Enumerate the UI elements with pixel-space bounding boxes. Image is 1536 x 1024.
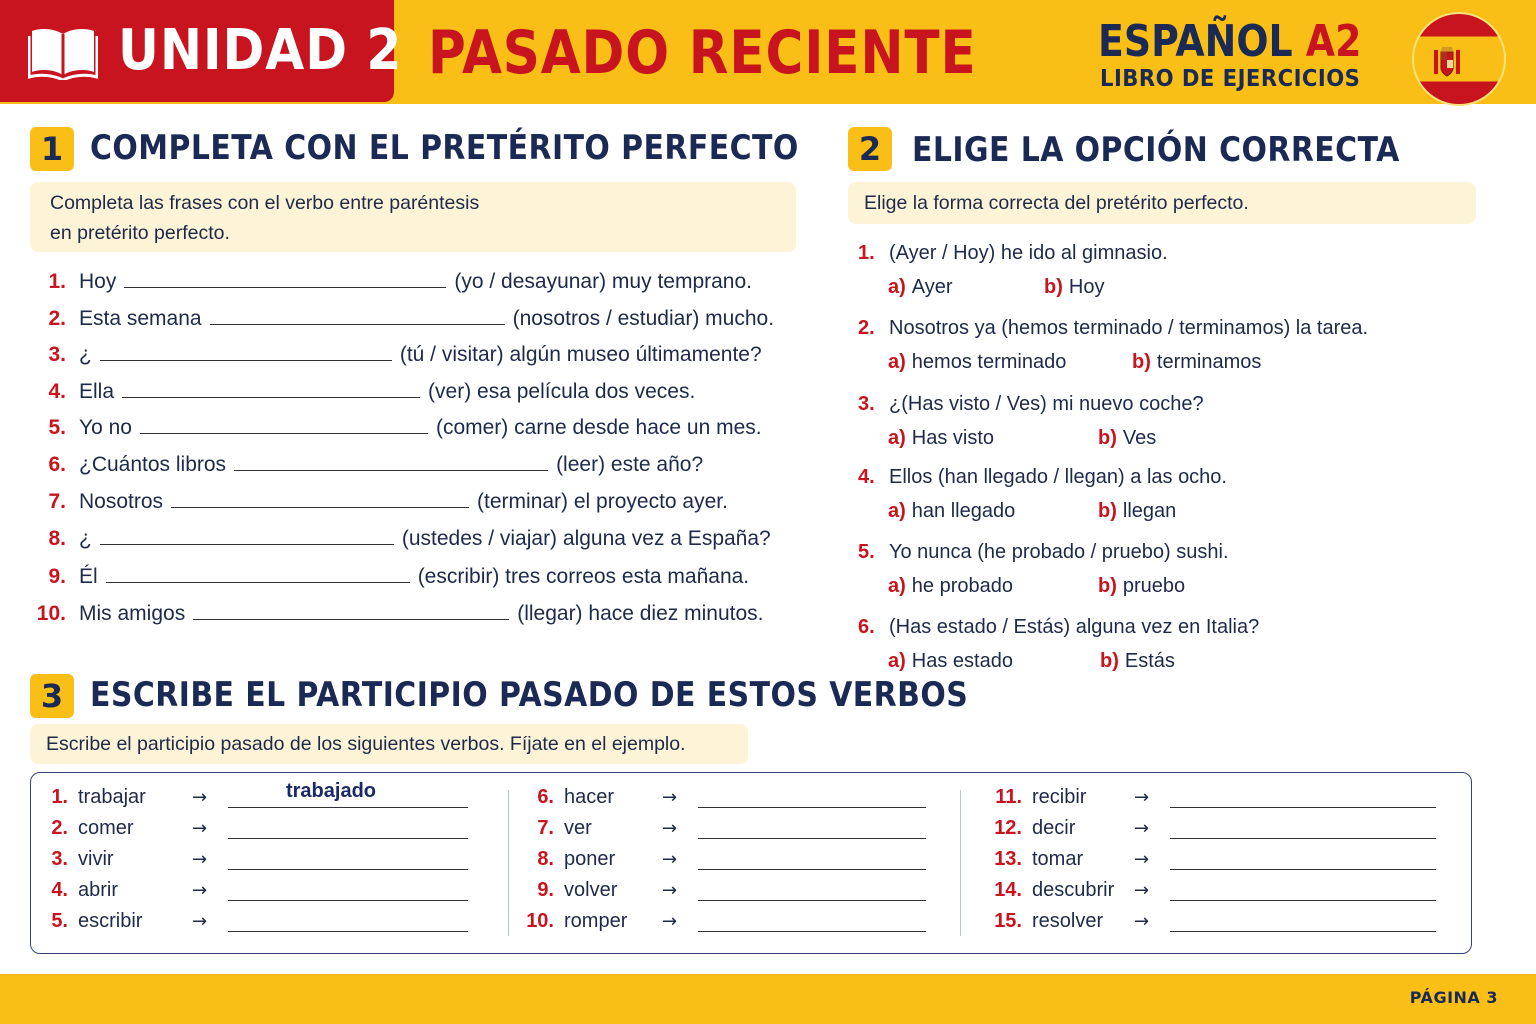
option-letter: b) xyxy=(1100,650,1119,672)
item-number: 1. xyxy=(48,270,66,293)
section-2-instruction xyxy=(848,182,1476,224)
participle-item xyxy=(526,786,614,812)
item-number: 3. xyxy=(858,393,875,415)
answer-blank[interactable] xyxy=(140,414,428,434)
answer-blank[interactable] xyxy=(228,807,468,808)
option-letter: a) xyxy=(888,500,906,522)
verb-infinitive: hacer xyxy=(564,786,615,808)
page-footer xyxy=(0,974,1536,1024)
verb-infinitive: poner xyxy=(564,848,616,870)
participle-item xyxy=(40,848,114,874)
question-text: (Ayer / Hoy) he ido al gimnasio. xyxy=(889,242,1168,264)
sentence-end: (comer) carne desde hace un mes. xyxy=(435,416,762,439)
question-text: Nosotros ya (hemos terminado / terminamos) la tarea. xyxy=(889,317,1369,339)
item-number: 5. xyxy=(48,416,66,439)
verb-infinitive: ver xyxy=(564,817,592,839)
item-number: 7. xyxy=(48,490,66,513)
option-b[interactable] xyxy=(1098,427,1156,450)
sentence-start: Hoy xyxy=(79,270,117,293)
option-b[interactable] xyxy=(1098,575,1185,598)
option-text: Has visto xyxy=(911,427,995,449)
item-number: 10. xyxy=(526,910,554,932)
answer-blank[interactable] xyxy=(210,305,505,325)
sentence-end: (leer) este año? xyxy=(556,453,704,476)
option-letter: b) xyxy=(1132,351,1151,373)
example-answer: trabajado xyxy=(285,780,377,802)
item-number: 3. xyxy=(51,848,68,870)
answer-blank[interactable] xyxy=(171,488,469,508)
option-text: hemos terminado xyxy=(911,351,1067,373)
item-number: 2. xyxy=(858,317,875,339)
instruction-line: Escribe el participio pasado de los siguientes verbos. Fíjate en el ejemplo. xyxy=(46,733,686,755)
option-b[interactable] xyxy=(1132,351,1261,374)
verb-infinitive: decir xyxy=(1032,817,1076,839)
item-number: 14. xyxy=(994,879,1022,901)
answer-blank[interactable] xyxy=(122,378,420,398)
item-number: 7. xyxy=(537,817,554,839)
sentence-end: (yo / desayunar) muy temprano. xyxy=(454,270,752,293)
arrow-right-icon: → xyxy=(192,849,208,870)
participle-item xyxy=(526,817,592,843)
participle-item xyxy=(994,786,1086,812)
item-number: 8. xyxy=(537,848,554,870)
option-text: llegan xyxy=(1122,500,1177,522)
course-name xyxy=(1098,16,1361,67)
option-letter: a) xyxy=(888,351,906,373)
item-number: 1. xyxy=(858,242,875,264)
arrow-right-icon: → xyxy=(1134,787,1150,808)
option-letter: a) xyxy=(888,575,906,597)
answer-blank[interactable] xyxy=(228,838,468,839)
sentence-end: (terminar) el proyecto ayer. xyxy=(477,490,728,513)
sentence-start: Esta semana xyxy=(79,307,202,330)
arrow-right-icon: → xyxy=(192,787,208,808)
item-number: 4. xyxy=(48,380,66,403)
item-number: 6. xyxy=(48,453,66,476)
answer-blank[interactable] xyxy=(228,931,468,932)
verb-infinitive: tomar xyxy=(1032,848,1084,870)
arrow-right-icon: → xyxy=(192,880,208,901)
arrow-right-icon: → xyxy=(192,911,208,932)
answer-blank[interactable] xyxy=(100,525,394,545)
verb-infinitive: vivir xyxy=(78,848,114,870)
answer-blank[interactable] xyxy=(1170,838,1436,839)
sentence-start: Yo no xyxy=(79,416,132,439)
option-a[interactable] xyxy=(888,500,1015,523)
arrow-right-icon: → xyxy=(662,818,678,839)
exercise-1-item xyxy=(34,525,794,555)
item-number: 9. xyxy=(537,879,554,901)
option-letter: a) xyxy=(888,650,906,672)
item-number: 6. xyxy=(858,616,875,638)
section-1-instruction xyxy=(30,182,796,252)
question-text: ¿(Has visto / Ves) mi nuevo coche? xyxy=(889,393,1204,415)
option-a[interactable] xyxy=(888,276,953,299)
option-text: he probado xyxy=(911,575,1013,597)
item-number: 11. xyxy=(995,786,1022,808)
instruction-line: Completa las frases con el verbo entre paréntesis xyxy=(50,192,480,214)
option-a[interactable] xyxy=(888,575,1013,598)
verb-infinitive: descubrir xyxy=(1032,879,1115,901)
question-text: Ellos (han llegado / llegan) a las ocho. xyxy=(889,466,1227,488)
answer-blank[interactable] xyxy=(698,807,926,808)
exercise-2-question xyxy=(858,317,1368,340)
arrow-right-icon: → xyxy=(1134,818,1150,839)
option-text: terminamos xyxy=(1156,351,1262,373)
answer-blank[interactable] xyxy=(234,451,548,471)
participle-item xyxy=(40,786,146,812)
option-letter: a) xyxy=(888,276,906,298)
item-number: 2. xyxy=(51,817,68,839)
item-number: 13. xyxy=(994,848,1022,870)
item-number: 6. xyxy=(537,786,554,808)
sentence-start: ¿Cuántos libros xyxy=(79,453,227,476)
sentence-end: (nosotros / estudiar) mucho. xyxy=(512,307,775,330)
exercise-2-question xyxy=(858,393,1204,416)
arrow-right-icon: → xyxy=(662,880,678,901)
item-number: 4. xyxy=(51,879,68,901)
answer-blank[interactable] xyxy=(106,563,410,583)
item-number: 3. xyxy=(48,343,66,366)
option-text: Ayer xyxy=(911,276,953,298)
answer-blank[interactable] xyxy=(698,900,926,901)
verb-infinitive: recibir xyxy=(1032,786,1087,808)
participle-item xyxy=(40,879,118,905)
answer-blank[interactable] xyxy=(1170,931,1436,932)
option-letter: b) xyxy=(1098,427,1117,449)
option-a[interactable] xyxy=(888,427,994,450)
participle-item xyxy=(526,848,615,874)
answer-blank[interactable] xyxy=(193,600,509,620)
exercise-2-question xyxy=(858,616,1259,639)
answer-blank[interactable] xyxy=(124,268,446,288)
answer-blank[interactable] xyxy=(1170,807,1436,808)
sentence-end: (ver) esa película dos veces. xyxy=(428,380,696,403)
arrow-right-icon: → xyxy=(1134,911,1150,932)
sentence-end: (ustedes / viajar) alguna vez a España? xyxy=(401,527,771,550)
exercise-1-item xyxy=(34,563,794,593)
item-number: 8. xyxy=(48,527,66,550)
item-number: 15. xyxy=(994,910,1022,932)
option-text: Ves xyxy=(1122,427,1157,449)
answer-blank[interactable] xyxy=(1170,900,1436,901)
verb-infinitive: abrir xyxy=(78,879,119,901)
participle-item xyxy=(526,910,627,936)
item-number: 12. xyxy=(994,817,1022,839)
instruction-line: Elige la forma correcta del pretérito perfecto. xyxy=(864,192,1249,214)
section-1-title: COMPLETA CON EL PRETÉRITO PERFECTO xyxy=(90,128,799,168)
answer-blank[interactable] xyxy=(228,869,468,870)
exercise-2-question xyxy=(858,466,1227,489)
verb-infinitive: comer xyxy=(78,817,134,839)
exercise-1-item xyxy=(34,268,794,298)
answer-blank[interactable] xyxy=(1170,869,1436,870)
answer-blank[interactable] xyxy=(698,869,926,870)
sentence-start: ¿ xyxy=(79,343,92,366)
participle-item xyxy=(994,879,1114,905)
option-letter: b) xyxy=(1044,276,1063,298)
option-text: Estás xyxy=(1124,650,1175,672)
option-a[interactable] xyxy=(888,351,1066,374)
exercise-1-item xyxy=(34,488,794,518)
course-subtitle: LIBRO DE EJERCICIOS xyxy=(1100,66,1361,92)
course-language: ESPAÑOL xyxy=(1098,16,1293,67)
participle-item xyxy=(40,910,142,936)
exercise-1-item xyxy=(34,305,794,335)
question-text: (Has estado / Estás) alguna vez en Italia? xyxy=(889,616,1260,638)
instruction-line: en pretérito perfecto. xyxy=(50,222,230,244)
arrow-right-icon: → xyxy=(662,849,678,870)
participle-item xyxy=(994,817,1075,843)
option-letter: b) xyxy=(1098,575,1117,597)
option-text: han llegado xyxy=(911,500,1016,522)
section-3-number: 3 xyxy=(30,674,74,718)
participle-item xyxy=(994,910,1103,936)
exercise-1-item xyxy=(34,414,794,444)
sentence-start: ¿ xyxy=(79,527,92,550)
item-number: 1. xyxy=(51,786,68,808)
option-text: Has estado xyxy=(911,650,1013,672)
answer-blank[interactable] xyxy=(698,931,926,932)
answer-blank[interactable] xyxy=(100,341,392,361)
sentence-start: Ella xyxy=(79,380,115,403)
sentence-start: Nosotros xyxy=(79,490,164,513)
question-text: Yo nunca (he probado / pruebo) sushi. xyxy=(889,541,1229,563)
sentence-start: Él xyxy=(79,565,98,588)
section-2-title: ELIGE LA OPCIÓN CORRECTA xyxy=(912,130,1400,170)
option-a[interactable] xyxy=(888,650,1013,673)
participle-item xyxy=(994,848,1083,874)
section-1-number: 1 xyxy=(30,127,74,171)
book-icon xyxy=(28,24,98,80)
option-text: pruebo xyxy=(1122,575,1186,597)
spain-flag-icon xyxy=(1412,12,1506,106)
section-3-instruction xyxy=(30,724,748,764)
arrow-right-icon: → xyxy=(192,818,208,839)
column-divider xyxy=(508,790,509,936)
participle-item xyxy=(526,879,617,905)
exercise-1-item xyxy=(34,341,794,371)
item-number: 9. xyxy=(48,565,66,588)
exercise-1-item xyxy=(34,451,794,481)
option-text: Hoy xyxy=(1068,276,1105,298)
sentence-end: (llegar) hace diez minutos. xyxy=(517,602,764,625)
sentence-end: (tú / visitar) algún museo últimamente? xyxy=(399,343,762,366)
page-number: PÁGINA 3 xyxy=(1409,988,1498,1007)
option-letter: b) xyxy=(1098,500,1117,522)
arrow-right-icon: → xyxy=(662,911,678,932)
arrow-right-icon: → xyxy=(1134,849,1150,870)
sentence-start: Mis amigos xyxy=(79,602,186,625)
item-number: 10. xyxy=(36,602,66,625)
verb-infinitive: escribir xyxy=(78,910,143,932)
exercise-2-question xyxy=(858,541,1229,564)
item-number: 4. xyxy=(858,466,875,488)
item-number: 5. xyxy=(858,541,875,563)
exercise-1-item xyxy=(34,378,794,408)
section-3-title: ESCRIBE EL PARTICIPIO PASADO DE ESTOS VERBOS xyxy=(90,675,969,715)
coat-of-arms-icon xyxy=(1432,44,1462,80)
participle-item xyxy=(40,817,134,843)
section-2-number: 2 xyxy=(848,127,892,171)
option-letter: a) xyxy=(888,427,906,449)
column-divider xyxy=(960,790,961,936)
option-b[interactable] xyxy=(1098,500,1176,523)
option-b[interactable] xyxy=(1100,650,1175,673)
verb-infinitive: romper xyxy=(564,910,628,932)
verb-infinitive: trabajar xyxy=(78,786,146,808)
item-number: 2. xyxy=(48,307,66,330)
answer-blank[interactable] xyxy=(698,838,926,839)
verb-infinitive: volver xyxy=(564,879,618,901)
exercise-2-question xyxy=(858,242,1168,265)
arrow-right-icon: → xyxy=(662,787,678,808)
option-b[interactable] xyxy=(1044,276,1104,299)
course-level: A2 xyxy=(1305,16,1362,67)
topic-title: PASADO RECIENTE xyxy=(428,18,977,88)
sentence-end: (escribir) tres correos esta mañana. xyxy=(417,565,750,588)
unit-banner xyxy=(0,0,403,102)
item-number: 5. xyxy=(51,910,68,932)
exercise-1-item xyxy=(34,600,794,630)
unit-label: UNIDAD 2 xyxy=(118,18,403,83)
verb-infinitive: resolver xyxy=(1032,910,1104,932)
arrow-right-icon: → xyxy=(1134,880,1150,901)
answer-blank[interactable] xyxy=(228,900,468,901)
